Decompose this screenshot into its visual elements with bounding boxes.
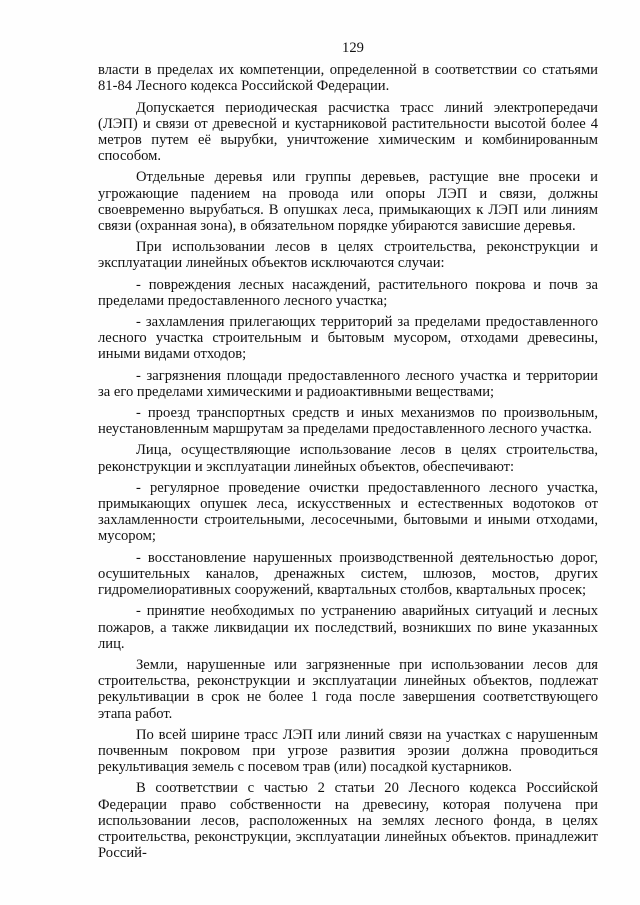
page-number: 129 [342, 40, 364, 56]
paragraph: Лица, осуществляющие использование лесов в целях строительства, реконструкции и эксплуатации линейных объектов, обеспечивают: [98, 442, 598, 475]
paragraph: - регулярное проведение очистки предоставленного лесного участка, примыкающих опушек леса, искусственных и естественных водотоков от захламленности строительными, лесосечными, бытовыми и иными отходами, мусором; [98, 479, 598, 545]
paragraph: Земли, нарушенные или загрязненные при использовании лесов для строительства, реконструкции и эксплуатации линейных объектов, подлежат рекультивации в срок не более 1 года после завершения соответствующего этапа работ. [98, 656, 598, 722]
paragraph: - принятие необходимых по устранению аварийных ситуаций и лесных пожаров, а также ликвидации их последствий, возникших по вине указанных лиц. [98, 603, 598, 652]
paragraph: Допускается периодическая расчистка трасс линий электропередачи (ЛЭП) и связи от древесной и кустарниковой растительности высотой более 4 метров путем её вырубки, уничтожение химическим и комбинированным способом. [98, 99, 598, 165]
paragraph: - повреждения лесных насаждений, растительного покрова и почв за пределами предоставленного лесного участка; [98, 276, 598, 309]
paragraph: - захламления прилегающих территорий за пределами предоставленного лесного участка строительным и бытовым мусором, отходами древесины, иными видами отходов; [98, 314, 598, 363]
paragraph: Отдельные деревья или группы деревьев, растущие вне просеки и угрожающие падением на провода или опоры ЛЭП и связи, должны своевременно вырубаться. В опушках леса, примыкающих к ЛЭП или линиям связи (охранная зона), в обязательном порядке убираются зависшие деревья. [98, 169, 598, 235]
paragraph: - загрязнения площади предоставленного лесного участка и территории за его пределами химическими и радиоактивными веществами; [98, 367, 598, 400]
paragraph: В соответствии с частью 2 статьи 20 Лесного кодекса Российской Федерации право собственности на древесину, которая получена при использовании лесов, расположенных на землях лесного фонда, в целях строительства, реконструкции, эксплуатации линейных объектов. принадлежит Россий- [98, 780, 598, 862]
paragraph: При использовании лесов в целях строительства, реконструкции и эксплуатации линейных объектов исключаются случаи: [98, 239, 598, 272]
paragraph: По всей ширине трасс ЛЭП или линий связи на участках с нарушенным почвенным покровом при угрозе развития эрозии должна проводиться рекультивация земель с посевом трав (или) посадкой кустарников. [98, 726, 598, 776]
paragraph: - восстановление нарушенных производственной деятельностью дорог, осушительных каналов, дренажных систем, шлюзов, мостов, других гидромелиоративных сооружений, квартальных столбов, квартальных просек; [98, 549, 598, 599]
body-text [98, 62, 598, 861]
paragraph: - проезд транспортных средств и иных механизмов по произвольным, неустановленным маршрутам за пределами предоставленного лесного участка. [98, 405, 598, 438]
paragraph: власти в пределах их компетенции, определенной в соответствии со статьями 81-84 Лесного кодекса Российской Федерации. [98, 62, 598, 95]
